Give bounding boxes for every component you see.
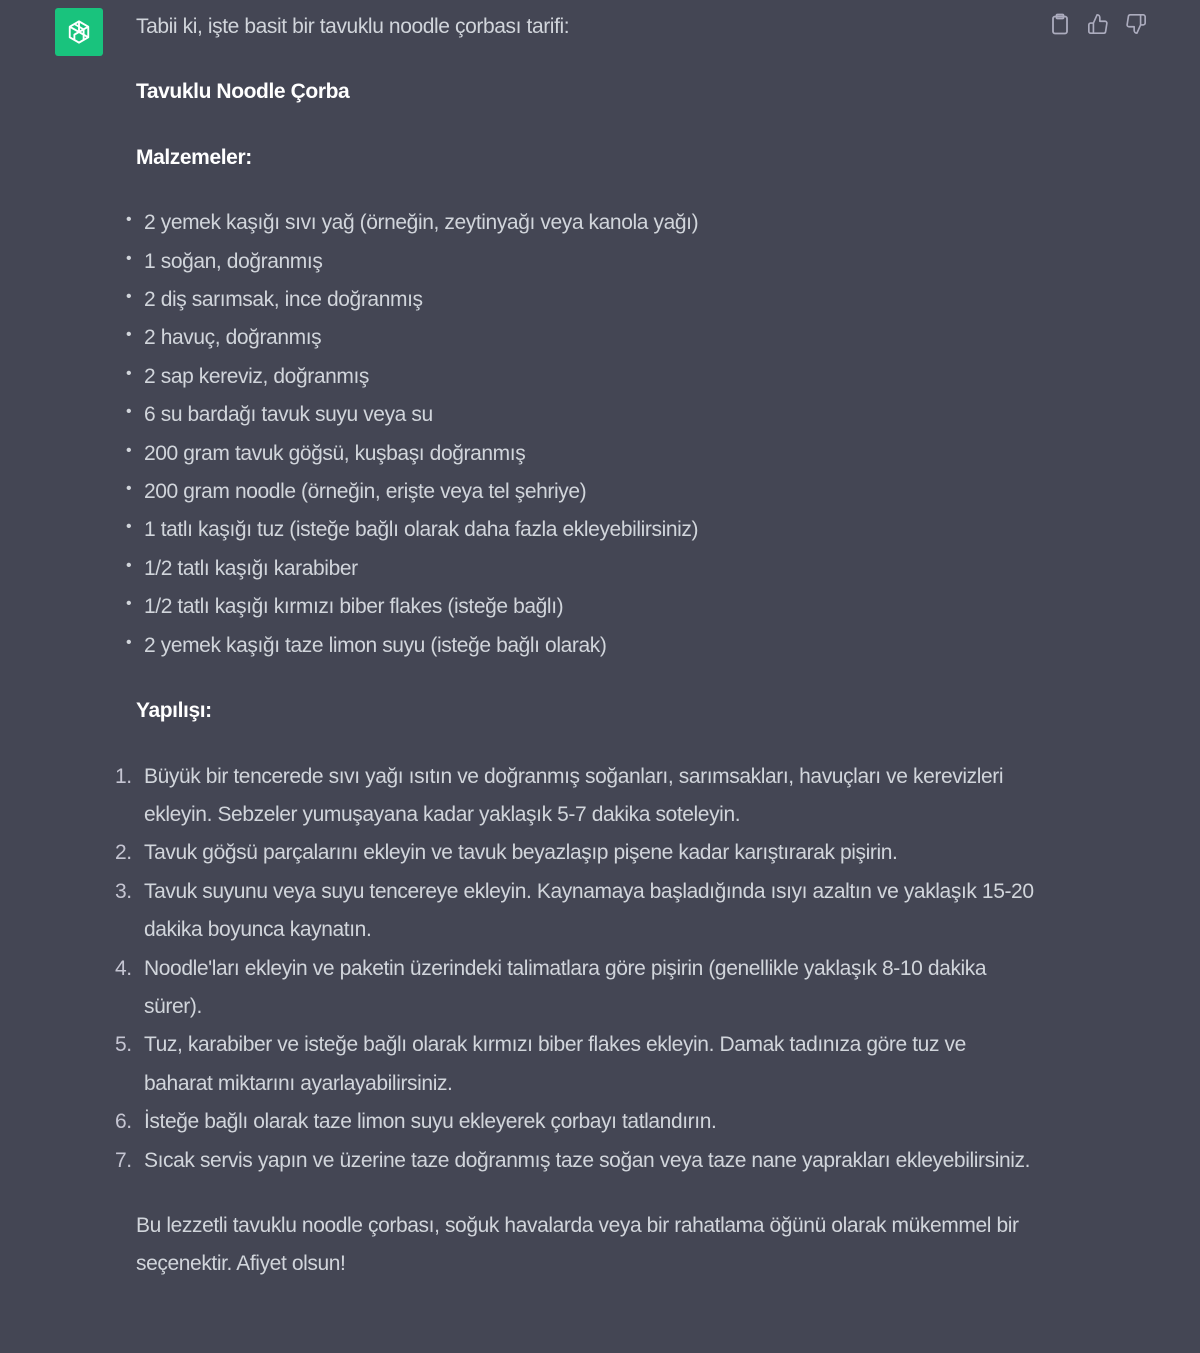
step-text: Tavuk göğsü parçalarını ekleyin ve tavuk beyazlaşıp pişene kadar karıştırarak pişirin. (144, 841, 898, 865)
list-item: • 2 diş sarımsak, ince doğranmış (136, 281, 1036, 319)
list-item: • 1 tatlı kaşığı tuz (isteğe bağlı olarak daha fazla ekleyebilirsiniz) (136, 511, 1036, 549)
step-item (115, 758, 1036, 835)
steps-heading: Yapılışı: (136, 699, 212, 723)
clipboard-icon (1050, 13, 1070, 35)
message-intro: Tabii ki, işte basit bir tavuklu noodle çorbası tarifi: (136, 15, 570, 38)
thumbs-down-icon (1125, 13, 1147, 35)
list-item: • 6 su bardağı tavuk suyu veya su (136, 396, 1036, 434)
step-number: 1. (115, 764, 132, 788)
thumbs-down-button[interactable] (1124, 12, 1148, 36)
step-text: Tuz, karabiber ve isteğe bağlı olarak kırmızı biber flakes ekleyin. Damak tadınıza göre tuz ve baharat miktarını ayarlayabilirsiniz. (144, 1033, 966, 1095)
openai-logo-icon (64, 17, 94, 47)
assistant-message (115, 8, 1036, 1284)
list-item: • 2 sap kereviz, doğranmış (136, 358, 1036, 396)
step-item (115, 950, 1036, 1027)
steps-list (115, 758, 1036, 1180)
step-number: 6. (115, 1110, 132, 1134)
step-text: Büyük bir tencerede sıvı yağı ısıtın ve doğranmış soğanları, sarımsakları, havuçları ve kerevizleri ekleyin. Sebzeler yumuşayana kadar yaklaşık 5-7 dakika soteleyin. (144, 764, 1004, 826)
list-item: • 200 gram noodle (örneğin, erişte veya tel şehriye) (136, 473, 1036, 511)
list-item: • 1/2 tatlı kaşığı kırmızı biber flakes (isteğe bağlı) (136, 588, 1036, 626)
step-item (115, 873, 1036, 950)
step-text: Noodle'ları ekleyin ve paketin üzerindeki talimatlara göre pişirin (genellikle yaklaşık 8-10 dakika sürer). (144, 956, 987, 1018)
list-item: • 1/2 tatlı kaşığı karabiber (136, 550, 1036, 588)
step-item (115, 834, 1036, 872)
ingredients-list (136, 204, 1036, 665)
step-number: 3. (115, 879, 132, 903)
thumbs-up-icon (1087, 13, 1109, 35)
step-number: 4. (115, 956, 132, 980)
step-number: 5. (115, 1033, 132, 1057)
step-text: İsteğe bağlı olarak taze limon suyu ekleyerek çorbayı tatlandırın. (144, 1110, 717, 1134)
step-item (115, 1103, 1036, 1141)
step-text: Tavuk suyunu veya suyu tencereye ekleyin. Kaynamaya başladığında ısıyı azaltın ve yaklaşık 15-20 dakika boyunca kaynatın. (144, 879, 1034, 942)
list-item: • 200 gram tavuk göğsü, kuşbaşı doğranmış (136, 435, 1036, 473)
ingredients-heading: Malzemeler: (136, 145, 252, 169)
step-item (115, 1142, 1036, 1180)
recipe-title: Tavuklu Noodle Çorba (136, 80, 350, 104)
list-item: • 2 havuç, doğranmış (136, 319, 1036, 357)
thumbs-up-button[interactable] (1086, 12, 1110, 36)
list-item: • 2 yemek kaşığı taze limon suyu (isteğe bağlı olarak) (136, 627, 1036, 665)
step-text: Sıcak servis yapın ve üzerine taze doğranmış taze soğan veya taze nane yaprakları ekleyebilirsiniz. (144, 1148, 1031, 1172)
list-item: • 2 yemek kaşığı sıvı yağ (örneğin, zeytinyağı veya kanola yağı) (136, 204, 1036, 242)
step-item (115, 1026, 1036, 1103)
message-actions (1048, 12, 1148, 36)
step-number: 7. (115, 1148, 132, 1172)
assistant-avatar (55, 8, 103, 56)
message-closing: Bu lezzetli tavuklu noodle çorbası, soğuk havalarda veya bir rahatlama öğünü olarak mükemmel bir seçenektir. Afiyet olsun! (136, 1213, 1019, 1276)
list-item: • 1 soğan, doğranmış (136, 243, 1036, 281)
copy-button[interactable] (1048, 12, 1072, 36)
step-number: 2. (115, 841, 132, 865)
